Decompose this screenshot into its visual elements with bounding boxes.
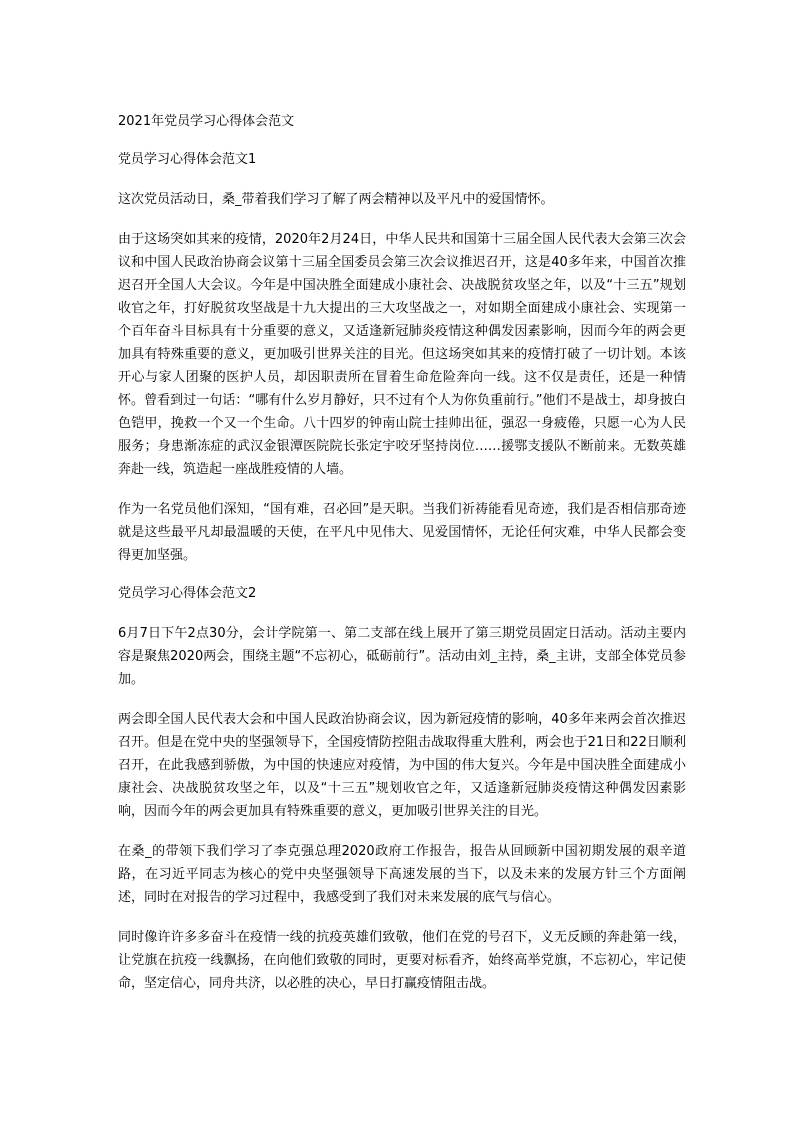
document-title: 2021年党员学习心得体会范文 (118, 114, 295, 129)
section-heading-1: 党员学习心得体会范文1 (118, 152, 257, 167)
paragraph: 两会即全国人民代表大会和中国人民政治协商会议，因为新冠疫情的影响，40多年来两会首次推迟召开。但是在党中央的坚强领导下，全国疫情防控阻击战取得重大胜利，两会也于21日和22日顺利召开，在此我感到骄傲，为中国的快速应对疫情，为中国的伟大复兴。今年是中国决胜全面建成小康社会、决战脱贫攻坚之年，以及“十三五”规划收官之年，又适逢新冠肺炎疫情这种偶发因素影响，因而今年的两会更加具有特殊重要的意义，更加吸引世界关注的目光。 (118, 712, 686, 819)
paragraph: 6月7日下午2点30分，会计学院第一、第二支部在线上展开了第三期党员固定日活动。活动主要内容是聚焦2020两会，围绕主题“不忘初心，砥砺前行”。活动由刘_主持，桑_主讲，支部全体党员参加。 (118, 626, 686, 687)
paragraph: 在桑_的带领下我们学习了李克强总理2020政府工作报告，报告从回顾新中国初期发展的艰辛道路，在习近平同志为核心的党中央坚强领导下高速发展的当下，以及未来的发展方针三个方面阐述，同时在对报告的学习过程中，我感受到了我们对未来发展的底气与信心。 (118, 844, 686, 905)
paragraph: 同时像许许多多奋斗在疫情一线的抗疫英雄们致敬，他们在党的号召下，义无反顾的奔赴第一线，让党旗在抗疫一线飘扬，在向他们致敬的同时，更要对标看齐，始终高举党旗，不忘初心，牢记使命，坚定信心，同舟共济，以必胜的决心，早日打赢疫情阻击战。 (118, 930, 686, 991)
paragraph: 作为一名党员他们深知，“国有难，召必回”是天职。当我们祈祷能看见奇迹，我们是否相信那奇迹就是这些最平凡却最温暖的天使，在平凡中见伟大、见爱国情怀，无论任何灾难，中华人民都会变得更加坚强。 (118, 502, 686, 563)
section-heading-2: 党员学习心得体会范文2 (118, 586, 257, 601)
paragraph: 由于这场突如其来的疫情，2020年2月24日，中华人民共和国第十三届全国人民代表大会第三次会议和中国人民政治协商会议第十三届全国委员会第三次会议推迟召开，这是40多年来，中国首次推迟召开全国人大会议。今年是中国决胜全面建成小康社会、决战脱贫攻坚之年，以及“十三五”规划收官之年，打好脱贫攻坚战是十九大提出的三大攻坚战之一，对如期全面建成小康社会、实现第一个百年奋斗目标具有十分重要的意义，又适逢新冠肺炎疫情这种偶发因素影响，因而今年的两会更加具有特殊重要的意义，更加吸引世界关注的目光。但这场突如其来的疫情打破了一切计划。本该开心与家人团聚的医护人员，却因职责所在冒着生命危险奔向一线。这不仅是责任，还是一种情怀。曾看到过一句话：“哪有什么岁月静好，只不过有个人为你负重前行。”他们不是战士，却身披白色铠甲，挽救一个又一个生命。八十四岁的钟南山院士挂帅出征，强忍一身疲倦，只愿一心为人民服务；身患渐冻症的武汉金银潭医院院长张定宇咬牙坚持岗位……援鄂支援队不断前来。无数英雄奔赴一线，筑造起一座战胜疫情的人墙。 (118, 232, 686, 477)
paragraph: 这次党员活动日，桑_带着我们学习了解了两会精神以及平凡中的爱国情怀。 (118, 192, 554, 207)
document-body (118, 112, 686, 1012)
